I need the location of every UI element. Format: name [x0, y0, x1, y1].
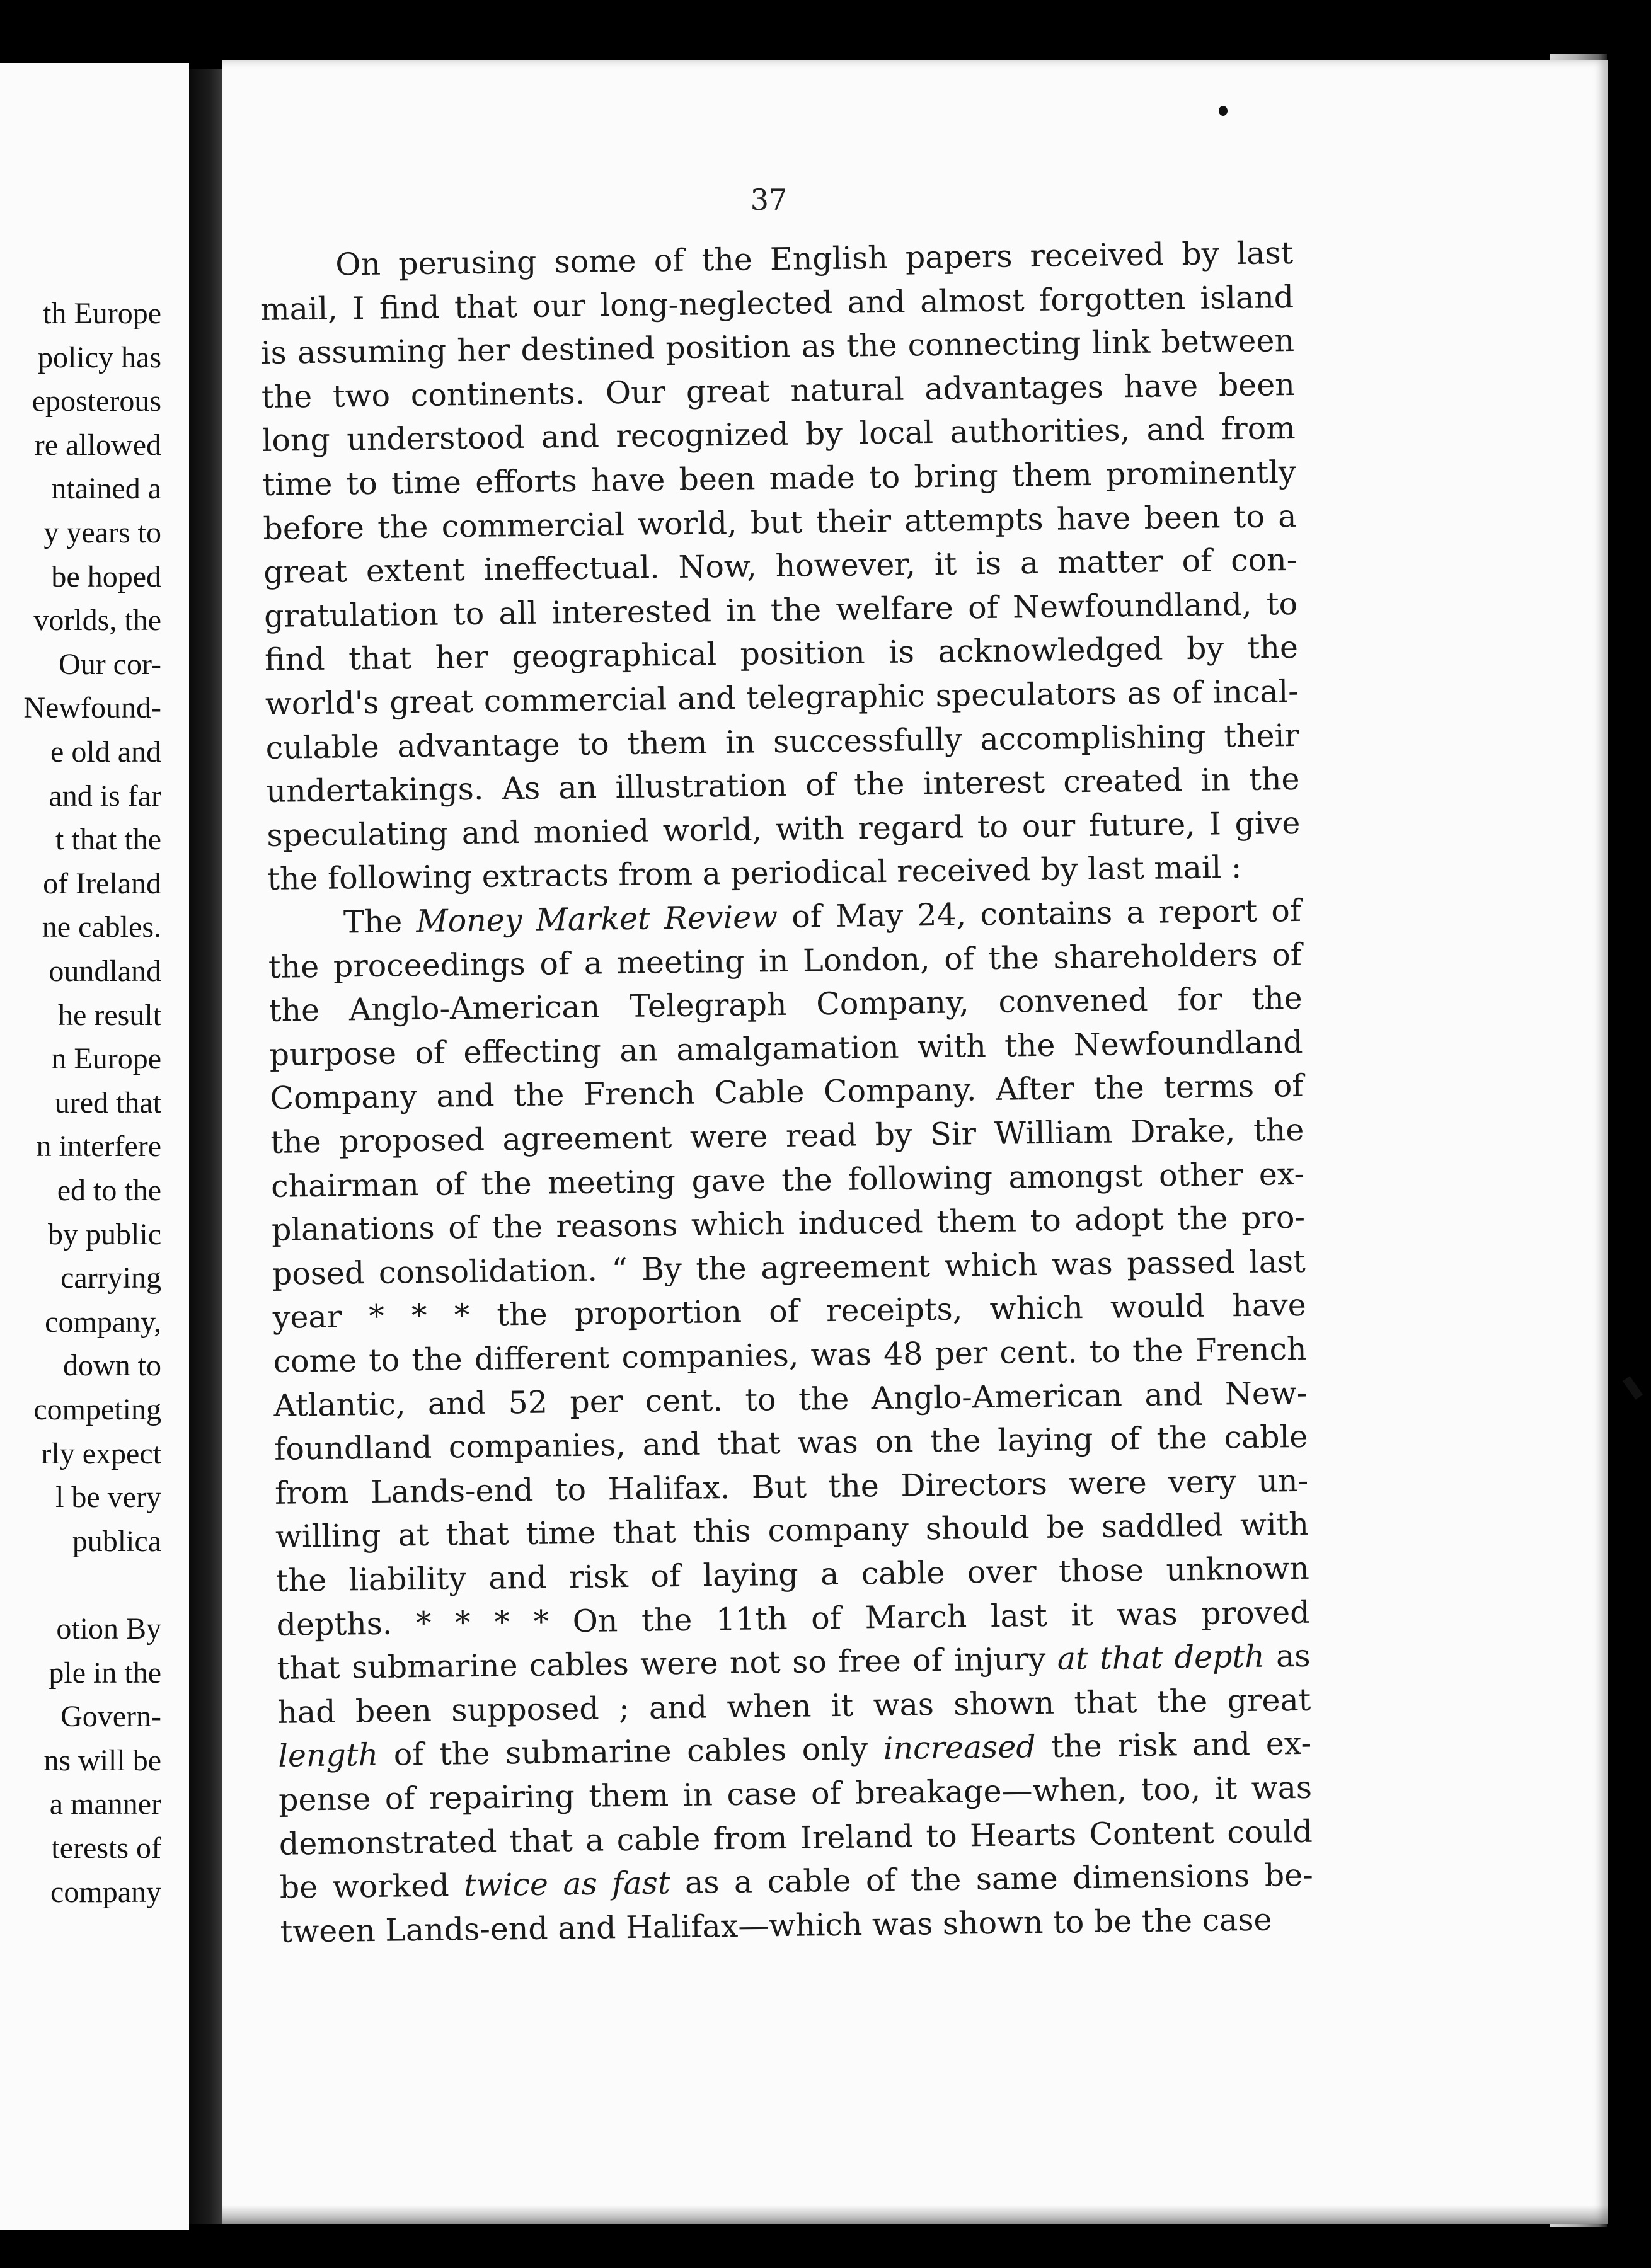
text-line: the liability and risk of laying a cable over those unknown [275, 1550, 1310, 1599]
text-run: the risk and ex- [1035, 1726, 1312, 1765]
text-line: before the commercial world, but their attempts have been to a [263, 498, 1297, 547]
page-shadow [222, 2205, 1608, 2224]
left-page-line: Govern- [60, 1700, 161, 1734]
text-run: The [343, 903, 417, 941]
left-page-line: company, [45, 1305, 161, 1339]
text-line: find that her geographical position is acknowledged by the [264, 629, 1299, 679]
left-page-line: he result [58, 998, 161, 1032]
italic-text: twice as fast [463, 1865, 670, 1904]
left-page-line: l be very [55, 1480, 161, 1515]
left-page-line: publica [72, 1524, 161, 1558]
ink-dot [1219, 106, 1228, 116]
text-line: culable advantage to them in successfully accomplishing their [265, 717, 1299, 766]
text-line: planations of the reasons which induced them to adopt the pro- [271, 1200, 1306, 1249]
left-page-line: th Europe [43, 297, 161, 330]
left-page-line: e old and [50, 735, 161, 769]
book-gutter [189, 69, 227, 2224]
left-page-line: carrying [60, 1261, 161, 1295]
italic-text: Money Market Review [416, 899, 778, 940]
text-line: demonstrated that a cable from Ireland to Hearts Content could [279, 1813, 1313, 1862]
text-line: time to time efforts have been made to bring them prominently [262, 454, 1296, 503]
italic-text: increased [883, 1729, 1037, 1767]
left-page-fragment [0, 63, 189, 2230]
ink-speck [1623, 1376, 1643, 1400]
text-line: year * * * the proportion of receipts, which would have [272, 1287, 1306, 1336]
text-line: the Anglo-American Telegraph Company, convened for the [268, 980, 1303, 1029]
text-line: come to the different companies, was 48 per cent. to the French [273, 1331, 1307, 1380]
left-page-line: be hoped [51, 559, 161, 593]
text-line: foundland companies, and that was on the laying of the cable [273, 1419, 1308, 1468]
text-line: posed consolidation. “ By the agreement which was passed last [272, 1243, 1306, 1292]
text-line: the proposed agreement were read by Sir William Drake, the [270, 1111, 1304, 1160]
left-page-line: of Ireland [43, 866, 161, 900]
text-line: tween Lands-end and Halifax—which was shown to be the case [280, 1901, 1272, 1950]
left-page-line: competing [33, 1393, 161, 1426]
text-line: speculating and monied world, with regard to our future, I give [267, 805, 1301, 854]
text-line: long understood and recognized by local authorities, and from [262, 410, 1296, 459]
left-page-line: y years to [43, 516, 161, 549]
left-page-line: company [50, 1875, 161, 1909]
left-page-line: ed to the [57, 1174, 161, 1207]
text-line: undertakings. As an illustration of the interest created in the [266, 761, 1300, 810]
text-line: the proceedings of a meeting in London, of the shareholders of [268, 936, 1303, 985]
text-line: from Lands-end to Halifax. But the Directors were very un- [274, 1462, 1309, 1511]
text-line: the two continents. Our great natural advantages have been [261, 366, 1296, 415]
left-page-line: Our cor- [59, 647, 161, 681]
left-page-line: ple in the [49, 1656, 161, 1690]
left-page-line: rly expect [41, 1436, 161, 1470]
text-line: gratulation to all interested in the welfare of Newfoundland, to [263, 585, 1298, 634]
left-page-line: a manner [49, 1787, 161, 1821]
text-line: willing at that time that this company should be saddled with [275, 1506, 1309, 1555]
left-page-line: n Europe [51, 1042, 161, 1076]
left-page-line: t that the [55, 823, 161, 857]
text-line: world's great commercial and telegraphic speculators as of incal- [265, 673, 1299, 722]
text-line: pense of repairing them in case of breakage—when, too, it was [278, 1769, 1313, 1818]
text-line: the following extracts from a periodical received by last mail : [267, 849, 1242, 898]
left-page-line: eposterous [32, 384, 161, 418]
left-page-line: and is far [49, 779, 161, 813]
left-page-line: oundland [49, 954, 161, 988]
left-page-line: ured that [54, 1085, 161, 1120]
text-line: On perusing some of the English papers received by last [335, 234, 1294, 283]
text-run: of the submarine cables only [377, 1731, 884, 1773]
left-page-line: otion By [56, 1612, 161, 1646]
text-run: that submarine cables were not so free of injury [277, 1641, 1058, 1687]
page-number: 37 [750, 183, 788, 217]
left-page-line: ns will be [43, 1743, 161, 1777]
text-line: Atlantic, and 52 per cent. to the Anglo-American and New- [273, 1375, 1308, 1424]
text-line: Company and the French Cable Company. After the terms of [270, 1068, 1304, 1117]
text-run: as a cable of the same dimensions be- [670, 1857, 1314, 1901]
left-page-line: ne cables. [42, 910, 161, 944]
left-page-line: by public [48, 1217, 161, 1251]
left-page-line: Newfound- [23, 691, 161, 725]
left-page-line: n interfere [36, 1130, 161, 1164]
left-page-line: ntained a [51, 472, 161, 506]
text-run: of May 24, contains a report of [777, 892, 1302, 936]
text-line: depths. * * * * On the 11th of March last it was proved [276, 1594, 1310, 1643]
text-run: be worked [279, 1867, 464, 1906]
text-line: had been supposed ; and when it was shown that the great [277, 1681, 1311, 1731]
text-line: purpose of effecting an amalgamation with the Newfoundland [269, 1024, 1303, 1073]
left-page-line: terests of [51, 1831, 161, 1865]
left-page-line: re allowed [34, 428, 161, 462]
text-line: mail, I find that our long-neglected and almost forgotten island [260, 278, 1294, 328]
text-run: as [1264, 1637, 1311, 1675]
text-line: great extent ineffectual. Now, however, it is a matter of con- [263, 542, 1297, 591]
italic-text: length [277, 1737, 379, 1775]
left-page-line: down to [63, 1349, 161, 1383]
left-page-line: vorlds, the [33, 604, 161, 638]
italic-text: at that depth [1057, 1638, 1265, 1677]
text-line: is assuming her destined position as the connecting link between [260, 323, 1295, 372]
text-line: chairman of the meeting gave the following amongst other ex- [270, 1155, 1305, 1205]
left-page-line: policy has [38, 340, 161, 374]
